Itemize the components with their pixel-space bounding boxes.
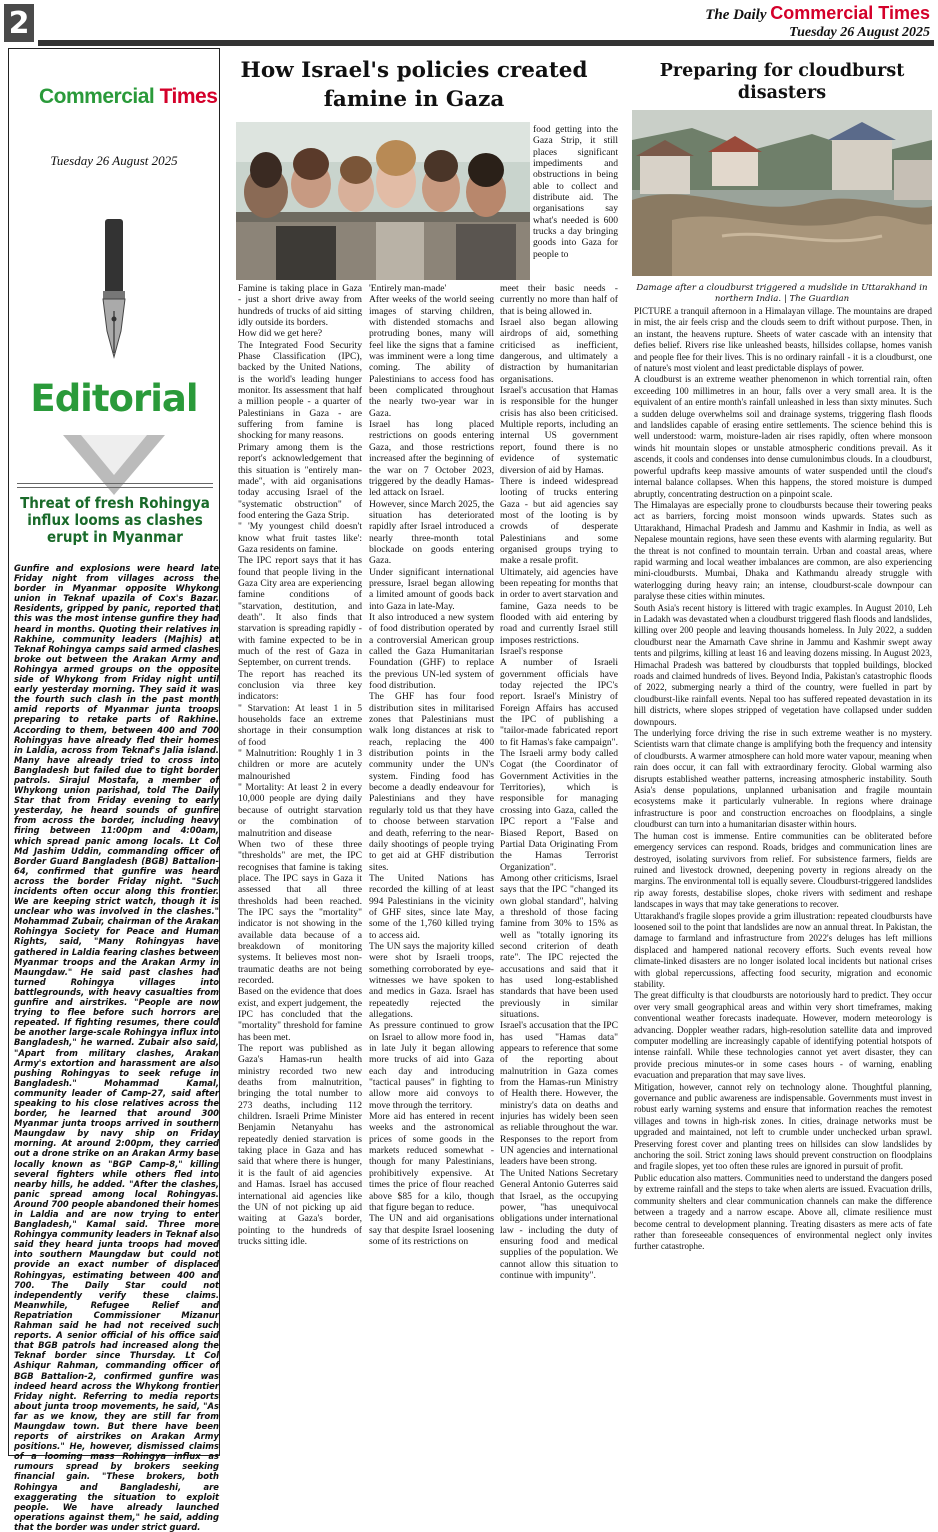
paragraph: meet their basic needs - currently no more than half of that is being allowed in.	[500, 283, 618, 317]
paragraph: Based on the evidence that does exist, and expert judgement, the IPC has concluded that the "mortality" threshold for famine has been met.	[238, 986, 362, 1043]
crowd-photo	[236, 122, 530, 280]
paragraph: Uttarakhand's fragile slopes provide a grim illustration: repeated cloudbursts have loosened soil to the point that landslides are now an annual threat. In Pakistan, the damage to farmland and infrastructure from 2022's deluges has left millions displaced and hampered national recovery efforts. Such events reveal how climate-linked disasters are no longer isolated local incidents but national crises with global repercussions, affecting food security, migration and economic stability.	[634, 910, 932, 989]
subheading: Israel's response	[500, 646, 563, 657]
gaza-headline: How Israel's policies created famine in Gaza	[240, 58, 588, 112]
paragraph: There is indeed widespread looting of trucks entering Gaza - but aid agencies say most of the looting is by crowds of desperate Palestinians and some organised groups trying to make a resale profit.	[500, 475, 618, 567]
paragraph: Primary among them is the report's acknowledgement that this situation is "entirely man-made", with aid organisations today accusing Israel of the "systematic obstruction" of food entering the Gaza Strip.	[238, 441, 362, 521]
gaza-column-1	[238, 283, 362, 1247]
paragraph: " 'My youngest child doesn't know what fruit tastes like': Gaza residents on famine.	[238, 521, 362, 555]
sidebar-date: Tuesday 26 August 2025	[50, 153, 178, 168]
editorial-headline: Threat of fresh Rohingya influx looms as clashes erupt in Myanmar	[20, 494, 210, 546]
paragraph: The UN says the majority killed were shot by Israeli troops, something corroborated by eye-witnesses we have spoken to and medics in Gaza. Israel has repeatedly rejected the allegations.	[369, 940, 494, 1020]
masthead-the-daily: The Daily	[705, 7, 767, 23]
sidebar-logo-commercial: Commercial	[39, 85, 155, 108]
editorial-body: Gunfire and explosions were heard late Friday night from villages across the border in Myanmar opposite Whykong union in Teknaf upazila of Cox's Bazar. Residents, gripped by panic, reported that this was the most intense gunfire they had heard in months. Quoting their relatives in Rakhine, community leaders (Majhis) at Teknaf Rohingya camps said armed clashes broke out between the Arakan Army and Rohingya armed groups on the opposite side of Whykong from Friday night until early yesterday morning. They said it was the fourth such clash in the past month amid reports of Myanmar junta troops preparing to retake parts of Rakhine. According to them, between 400 and 700 Rohingyas have already fled their homes in Laldia, across from Teknaf's Jalia island. Many have already tried to cross into Bangladesh but failed due to tight border patrols. Sirajul Mostafa, a member of Whykong union parishad, told The Daily Star that from Friday evening to early yesterday, he heard sounds of gunfire from across the border, including heavy firing between 11:00pm and 4:00am, which spread panic among locals. Lt Col Md Jashim Uddin, commanding officer of Border Guard Bangladesh (BGB) Battalion-64, confirmed that gunfire was heard across the border Friday night. "Such incidents often occur along this frontier. We are keeping strict watch, though it is unclear who was involved in the clashes." Mohammad Zubair, chairman of the Arakan Rohingya Society for Peace and Human Rights, said, "Many Rohingyas have gathered in Laldia fearing clashes between Myanmar troops and the Arakan Army in Maungdaw." He said past clashes had turned Rohingya villages into battlegrounds, with heavy casualties from gunfire and airstrikes. "People are now trying to flee before such horrors are repeated. If fighting resumes, there could be another large-scale Rohingya influx into Bangladesh," he warned. Zubair also said, "Apart from military clashes, Arakan Army's extortion and harassment are also pushing Rohingyas to seek refuge in Bangladesh." Mohammad Kamal, community leader of Camp-27, said after speaking to his close relatives across the border, he learned that around 300 Myanmar junta troops arrived in southern Maungdaw by navy ship on Friday morning. At around 2:00pm, they carried out a drone strike on an Arakan Army base locally known as "BGP Camp-8," killing several fighters while others fled into nearby hills, he added. "After the clashes, panic spread among local Rohingyas. Around 700 people abandoned their homes in Laldia and are now trying to enter Bangladesh," Kamal said. Three more Rohingya community leaders in Teknaf also said they heard junta troops had moved into southern Maungdaw but could not provide an exact number of displaced Rohingyas, estimating between 400 and 700. The Daily Star could not independently verify these claims. Meanwhile, Refugee Relief and Repatriation Commissioner Mizanur Rahman said he had not received such reports. A senior official of his office said that BGB patrols had increased along the Teknaf border since Thursday. Lt Col Ashiqur Rahman, commanding officer of BGB Battalion-2, confirmed gunfire was indeed heard across the Whykong frontier Friday night. Referring to media reports about junta troop movements, he said, "As far as we know, they are still far from Maungdaw town. But there have been reports of airstrikes on Arakan Army positions." He, however, dismissed claims of a looming mass Rohingya influx as rumours spread by brokers seeking financial gain. "These brokers, both Rohingya and Bangladeshi, are exaggerating the situation to exploit people. We have already launched operations against them," he said, adding that the border was under strict guard.	[14, 563, 219, 1532]
paragraph: PICTURE a tranquil afternoon in a Himalayan village. The mountains are draped in mist, the air feels crisp and the clouds seem to drift without purpose. Then, in an instant, the heavens rupture. Sheets of water cascade with an intensity that defies belief. Rivers rise like unleashed beasts, hillsides collapse, homes vanish and people flee for their lives. This is no ordinary rainfall - it is a cloudburst, one of nature's most violent and least predictable displays of power.	[634, 306, 932, 374]
paragraph: Ultimately, aid agencies have been repeating for months that in order to avert starvation and famine, Gaza needs to be flooded with aid entering by road and currently Israel still imposes restrictions.	[500, 566, 619, 646]
paragraph: The report was published as Gaza's Hamas-run health ministry recorded two new deaths from malnutrition, bringing the total number to 273 deaths, including 112 children. Israeli Prime Minister Benjamin Netanyahu has repeatedly denied starvation is taking place in Gaza and has said that where there is hunger, it is the fault of aid agencies and Hamas. Israel has accused international aid agencies like the UN of not picking up aid waiting at Gaza's border, pointing to the hundreds of trucks sitting idle.	[238, 1043, 362, 1247]
paragraph: Israel also began allowing airdrops of aid, something criticised as inefficient, dangerous, and ultimately a distraction by humanitarian organisations.	[500, 317, 618, 385]
paragraph: Israel has long placed restrictions on goods entering Gaza, and those restrictions increased after the beginning of the war on 7 October 2023, triggered by the deadly Hamas-led attack on Israel.	[369, 419, 494, 499]
paragraph: It also introduced a new system of food distribution operated by a controversial American group called the Gaza Humanitarian Foundation (GHF) to replace the previous UN-led system of food distribution.	[369, 611, 494, 692]
paragraph: The IPC report says that it has found that people living in the Gaza City area are experiencing famine conditions of "starvation, destitution, and death". It also finds that starvation is spreading rapidly - with famine expected to be in much of the rest of Gaza in September, on current trends.	[238, 555, 362, 669]
gaza-column-2	[369, 283, 494, 1247]
paragraph: Israel's accusation that the IPC has used "Hamas data" appears to reference that some of the reporting about malnutrition in Gaza comes from the Hamas-run Ministry of Health there. However, the ministry's data on deaths and injuries has widely been seen as reliable throughout the war. Responses to the report from UN agencies and international leaders have been strong.	[500, 1020, 618, 1168]
paragraph: As pressure continued to grow on Israel to allow more food in, in late July it began allowing more trucks of aid into Gaza each day and introducing "tactical pauses" in fighting to allow more aid convoys to move through the territory.	[369, 1020, 494, 1111]
paragraph: Public education also matters. Communities need to understand the dangers posed by extreme rainfall and the steps to take when alerts are issued. Evacuation drills, community shelters and clear communication channels can make the difference between a tragedy and a narrow escape. Above all, climate resilience must become central to development planning. Treating disasters as mere acts of fate rather than foreseeable consequences of environmental neglect only invites further catastrophe.	[634, 1172, 932, 1252]
paragraph: South Asia's recent history is littered with tragic examples. In August 2010, Leh in Ladakh was devastated when a cloudburst triggered flash floods and landslides, killing over 200 people and leaving thousands homeless. In July 2022, a sudden cloudburst near the Amarnath Cave shrine in Jammu and Kashmir swept away tents and pilgrims, killing at least 16 and leaving dozens missing. In August 2023, Himachal Pradesh was battered by cloudbursts that toppled buildings, blocked roads and claimed hundreds of lives. Beyond India, Pakistan's catastrophic floods of 2022, submerging nearly a third of the country, were fuelled in part by cloudburst-like rainfall events. Nepal too has suffered repeated devastation in its hill districts, where slopes stripped of vegetation have collapsed under sudden downpours.	[634, 602, 932, 727]
paragraph: How did we get here?	[238, 328, 323, 340]
fountain-pen-icon	[91, 219, 137, 359]
masthead-name: Commercial Times	[770, 3, 930, 23]
paragraph: Under significant international pressure, Israel began allowing a limited amount of goods back into Gaza in late-May.	[369, 566, 494, 612]
gaza-text-top: food getting into the Gaza Strip, it still places significant impediments and obstructions in being able to collect and distribute aid. The organisations say what's needed is 600 trucks a day bringing goods into Gaza for people to	[533, 124, 618, 260]
paragraph: The UN and aid organisations say that despite Israel loosening some of its restrictions on	[369, 1213, 494, 1247]
mudslide-photo	[632, 110, 932, 276]
paragraph: The human cost is immense. Entire communities can be obliterated before emergency services can respond. Roads, bridges and communication lines are destroyed, isolating survivors from relief. For subsistence farmers, fields are ruined and livestock drowned, deepening poverty in regions already on the margins. The environmental toll is equally severe. Cloudburst-triggered landslides rip away forests, destabilise slopes, choke rivers with sediment and reshape landscapes in ways that may take generations to recover.	[634, 830, 932, 910]
sidebar-divider	[17, 483, 213, 484]
paragraph: After weeks of the world seeing images of starving children, with distended stomachs and protruding bones, many will feel like the signs that a famine was imminent were a long time coming. The ability of Palestinians to access food has been complicated throughout the nearly two-year war in Gaza.	[369, 294, 494, 419]
subheading: 'Entirely man-made'	[369, 283, 447, 294]
paragraph: A cloudburst is an extreme weather phenomenon in which torrential rain, often exceeding 100 millimetres in an hour, falls over a very small area. It is the equivalent of an entire month's rainfall unleashed in less than sixty minutes. Such a sudden deluge overwhelms soil and drainage systems, triggering flash floods and landslides capable of erasing entire settlements. The science behind this is well understood: warm, moisture-laden air rises rapidly, often where monsoon winds hit mountain slopes or unstable atmospheric conditions prevail. As it ascends, it cools and condenses into dense cumulonimbus clouds. In a cloudburst, powerful updrafts keep massive amounts of water suspended until the cloud's internal balance collapses. When this happens, the stored moisture is dumped abruptly, concentrating destruction on a pinpoint scale.	[634, 374, 932, 499]
paragraph: However, since March 2025, the situation has deteriorated rapidly after Israel introduced a nearly three-month total blockade on goods entering Gaza.	[369, 498, 494, 567]
sidebar-divider	[17, 487, 213, 488]
paragraph: When two of these three "thresholds" are met, the IPC recognises that famine is taking place. The IPC says in Gaza it assessed that all three thresholds had been reached. The IPC says the "mortality" indicator is not showing in the available data because of a breakdown of monitoring systems. It believes most non-traumatic deaths are not being recorded.	[238, 838, 362, 986]
paragraph: " Starvation: At least 1 in 5 households face an extreme shortage in their consumption of food	[238, 702, 362, 748]
masthead-date: Tuesday 26 August 2025	[789, 25, 930, 40]
paragraph: The Himalayas are especially prone to cloudbursts because their towering peaks act as barriers, forcing moist monsoon winds upwards. States such as Uttarakhand, Himachal Pradesh and Jammu and Kashmir in India, as well as Nepalese mountain regions, have seen these events with alarming regularity. But the threat is not confined to mountain terrain. Urban and coastal areas, where rapid warming and local weather imbalances are common, are also experiencing mini-cloudbursts. Mumbai, Dhaka and Kathmandu already struggle with waterlogging during heavy rain; an intense, cloudburst-scale downpour can paralyse these cities within minutes.	[634, 499, 932, 602]
paragraph: The report has reached its conclusion via three key indicators:	[238, 668, 362, 703]
sidebar-logo-times: Times	[159, 85, 218, 108]
paragraph: The underlying force driving the rise in such extreme weather is no mystery. Scientists warn that climate change is amplifying both the frequency and intensity of cloudbursts. A warmer atmosphere can hold more water vapour, meaning when rain does occur, it can fall with extraordinary ferocity. Global warming also disrupts established weather patterns, increasing atmospheric instability. South Asia's dense populations, unplanned urbanisation and fragile mountain ecosystems make it particularly vulnerable. In regions where drainage infrastructure is poor and construction encroaches on floodplains, a single cloudburst can turn into a humanitarian disaster within hours.	[634, 728, 932, 830]
sidebar-logo	[39, 85, 217, 109]
photo-caption: Damage after a cloudburst triggered a mudslide in Uttarakhand in northern India. | The Guardian	[636, 283, 928, 304]
paragraph: The great difficulty is that cloudbursts are notoriously hard to predict. They occur over very small geographical areas and within very short timeframes, making conventional weather forecasts inadequate. However, modern meteorology is advancing. Doppler weather radars, high-resolution satellite data and improved computer modelling are increasingly capable of identifying potential hotspots of intense rainfall. While these technologies cannot yet avert disaster, they can provide precious minutes-or in some cases hours - of warning, enabling evacuation and preparation that may save lives.	[634, 990, 932, 1081]
paragraph: More aid has entered in recent weeks and the astronomical prices of some goods in the markets reduced somewhat - though for many Palestinians, prohibitively expensive. At times the price of flour reached above $85 for a kilo, though that figure began to reduce.	[369, 1111, 494, 1213]
editorial-sidebar	[8, 48, 220, 1532]
masthead	[705, 3, 930, 41]
paragraph: The United Nations has recorded the killing of at least 994 Palestinians in the vicinity of GHF sites, since late May, some of the 1,760 killed trying to access aid.	[369, 872, 494, 941]
cloudburst-body	[634, 306, 932, 1253]
paragraph: Among other criticisms, Israel says that the IPC "changed its own global standard", halving a threshold of those facing famine from 30% to 15% as well as "totally ignoring its second criterion of death rate". The IPC rejected the accusations and said that it has used long-established standards that have been used previously in similar situations.	[500, 872, 618, 1020]
paragraph: Israel's accusation that Hamas is responsible for the hunger crisis has also been criticised. Multiple reports, including an internal US government report, found there is no evidence of systematic diversion of aid by Hamas.	[500, 385, 618, 476]
paragraph: The Integrated Food Security Phase Classification (IPC), backed by the United Nations, is the world's leading hunger monitor. Its assessment that half a million people - a quarter of Palestinians in Gaza - are suffering from famine is shocking for many reasons.	[238, 339, 362, 442]
page-number: 2	[4, 4, 34, 42]
paragraph: The United Nations Secretary General Antonio Guterres said that Israel, as the occupying power, "has unequivocal obligations under international law - including the duty of ensuring food and medical supplies of the population. We cannot allow this situation to continue with impunity".	[500, 1167, 618, 1281]
masthead-title	[705, 3, 930, 24]
paragraph: A number of Israeli government officials have today rejected the IPC's report. Israel's Ministry of Foreign Affairs has accused the IPC of publishing a "tailor-made fabricated report to fit Hamas's fake campaign". The Israeli army body called Cogat (the Coordinator of Government Activities in the Territories), which is responsible for managing crossing into Gaza, called the IPC report a "False and Biased Report, Based on Partial Data Originating From the Hamas Terrorist Organization".	[500, 657, 618, 873]
section-title: Editorial	[30, 377, 198, 420]
gaza-column-3	[500, 283, 618, 1281]
paragraph: Mitigation, however, cannot rely on technology alone. Thoughtful planning, governance and public awareness are indispensable. Governments must invest in robust early warning systems and ensure that information reaches the remotest villages and towns in high-risk zones. In cities, drainage networks must be upgraded and maintained, not left to crumble under unchecked urban sprawl. Preserving forest cover and planting trees on hillsides can slow landslides by anchoring the soil. Strict zoning laws should prevent construction on floodplains and fragile slopes, yet too often these rules are ignored in pursuit of profit.	[634, 1081, 932, 1172]
paragraph: Famine is taking place in Gaza - just a short drive away from hundreds of trucks of aid sitting idly outside its borders.	[238, 283, 362, 329]
paragraph: " Malnutrition: Roughly 1 in 3 children or more are acutely malnourished	[238, 748, 362, 782]
paragraph: The GHF has four food distribution sites in militarised zones that Palestinians must walk long distances at risk to reach, replacing the 400 distribution points in the community under the UN's system. Finding food has become a deadly endeavour for Palestinians and they have regularly told us that they have to choose between starvation and death, referring to the near-daily shootings of people trying to get aid at GHF distribution sites.	[369, 691, 494, 873]
paragraph: " Mortality: At least 2 in every 10,000 people are dying daily because of outright starvation or the combination of malnutrition and disease	[238, 782, 362, 839]
cloudburst-headline: Preparing for cloudburst disasters	[659, 61, 905, 103]
